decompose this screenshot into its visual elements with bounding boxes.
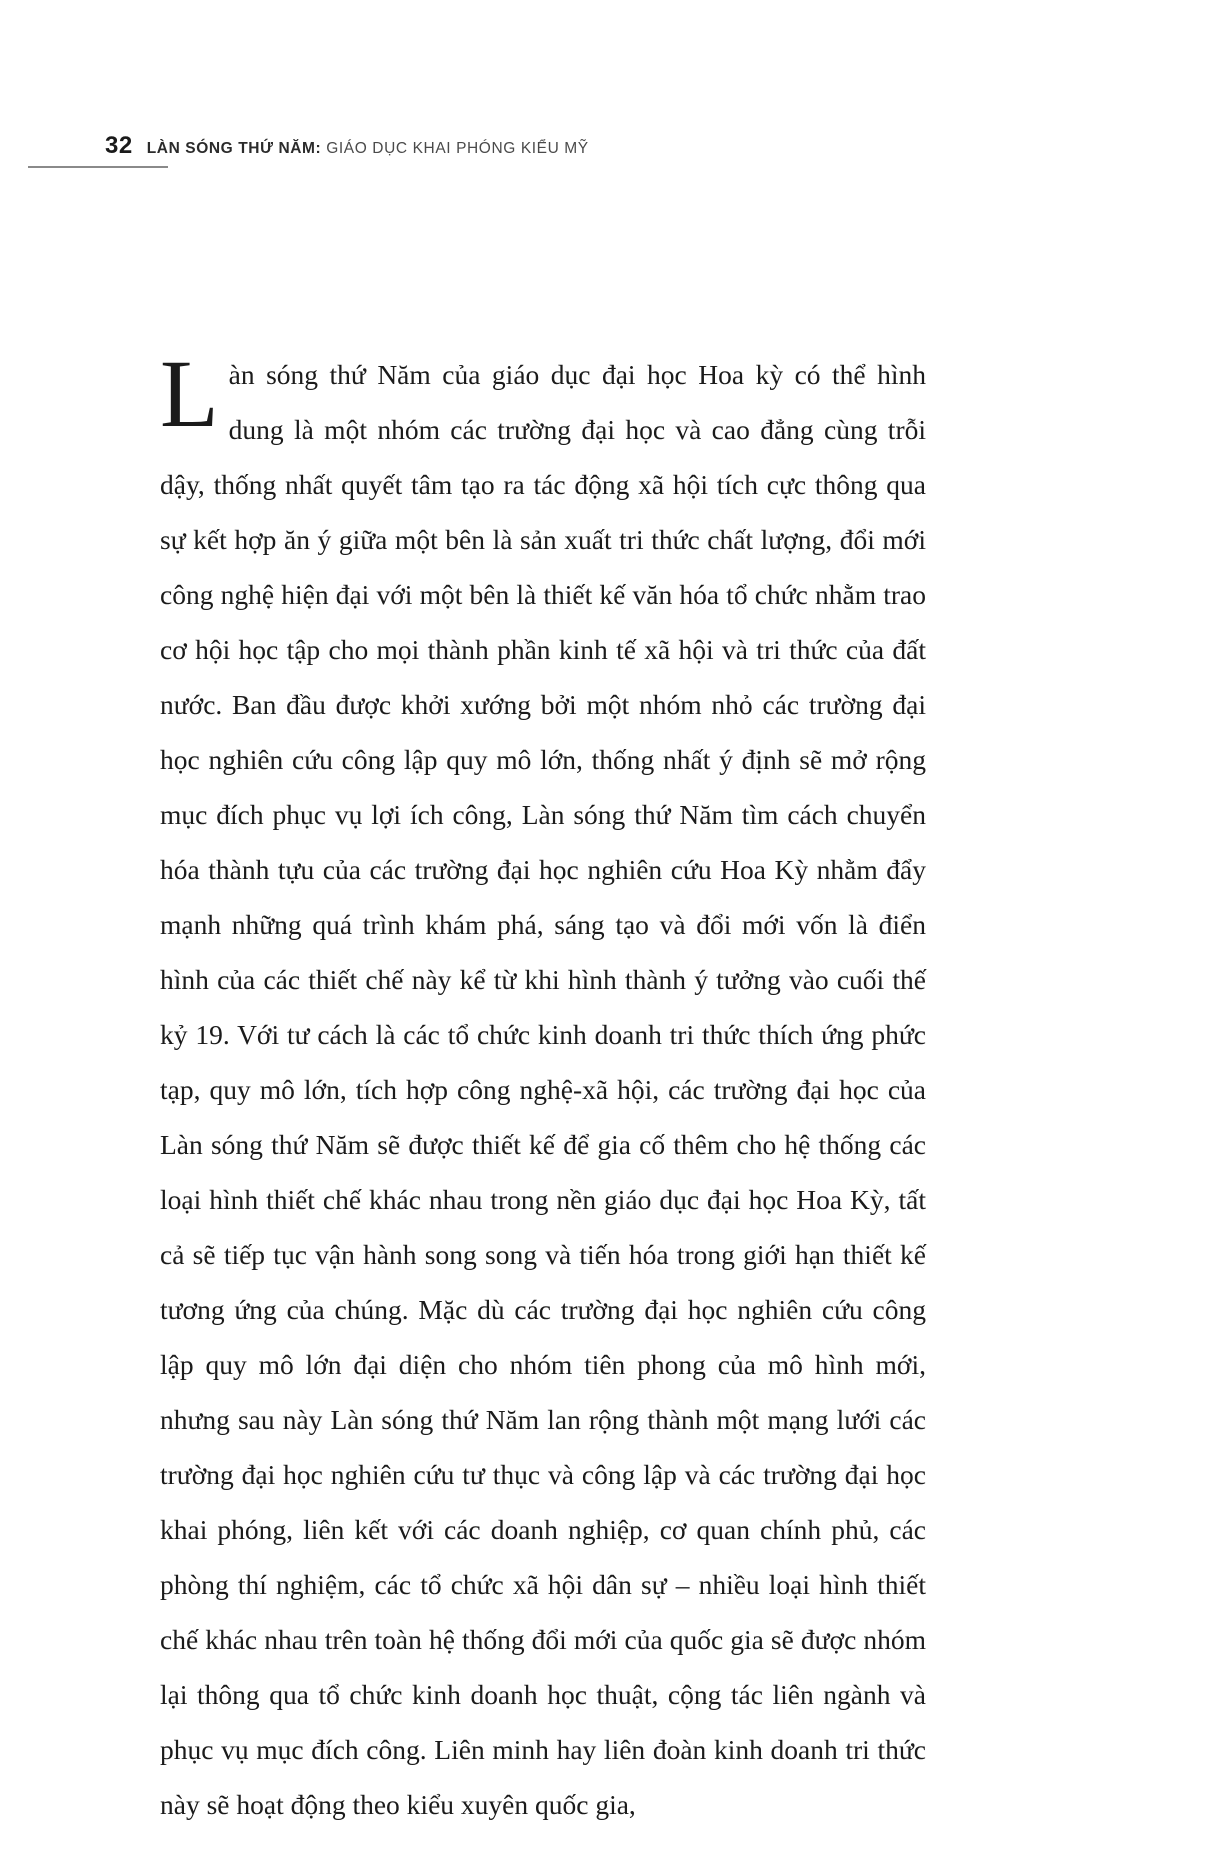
body-paragraph xyxy=(160,340,926,1832)
header-divider-rule xyxy=(28,166,168,168)
body-paragraph-text: àn sóng thứ Năm của giáo dục đại học Hoa kỳ có thể hình dung là một nhóm các trường đại học và cao đẳng cùng trỗi dậy, thống nhất quyết tâm tạo ra tác động xã hội tích cực thông qua sự kết hợp ăn ý giữa một bên là sản xuất tri thức chất lượng, đổi mới công nghệ hiện đại với một bên là thiết kế văn hóa tổ chức nhằm trao cơ hội học tập cho mọi thành phần kinh tế xã hội và tri thức của đất nước. Ban đầu được khởi xướng bởi một nhóm nhỏ các trường đại học nghiên cứu công lập quy mô lớn, thống nhất ý định sẽ mở rộng mục đích phục vụ lợi ích công, Làn sóng thứ Năm tìm cách chuyển hóa thành tựu của các trường đại học nghiên cứu Hoa Kỳ nhằm đẩy mạnh những quá trình khám phá, sáng tạo và đổi mới vốn là điển hình của các thiết chế này kể từ khi hình thành ý tưởng vào cuối thế kỷ 19. Với tư cách là các tổ chức kinh doanh tri thức thích ứng phức tạp, quy mô lớn, tích hợp công nghệ-xã hội, các trường đại học của Làn sóng thứ Năm sẽ được thiết kế để gia cố thêm cho hệ thống các loại hình thiết chế khác nhau trong nền giáo dục đại học Hoa Kỳ, tất cả sẽ tiếp tục vận hành song song và tiến hóa trong giới hạn thiết kế tương ứng của chúng. Mặc dù các trường đại học nghiên cứu công lập quy mô lớn đại diện cho nhóm tiên phong của mô hình mới, nhưng sau này Làn sóng thứ Năm lan rộng thành một mạng lưới các trường đại học nghiên cứu tư thục và công lập và các trường đại học khai phóng, liên kết với các doanh nghiệp, cơ quan chính phủ, các phòng thí nghiệm, các tổ chức xã hội dân sự – nhiều loại hình thiết chế khác nhau trên toàn hệ thống đổi mới của quốc gia sẽ được nhóm lại thông qua tổ chức kinh doanh học thuật, cộng tác liên ngành và phục vụ mục đích công. Liên minh hay liên đoàn kinh doanh tri thức này sẽ hoạt động theo kiểu xuyên quốc gia, xyxy=(160,359,926,1820)
header-chapter-title: GIÁO DỤC KHAI PHÓNG KIỂU MỸ xyxy=(326,139,589,157)
header-book-title: LÀN SÓNG THỨ NĂM: xyxy=(146,139,322,157)
header-title xyxy=(147,141,589,159)
body-text-column xyxy=(160,340,926,1832)
running-header xyxy=(105,128,1116,158)
page-number: 32 xyxy=(105,132,133,159)
drop-cap-letter: L xyxy=(160,340,219,447)
